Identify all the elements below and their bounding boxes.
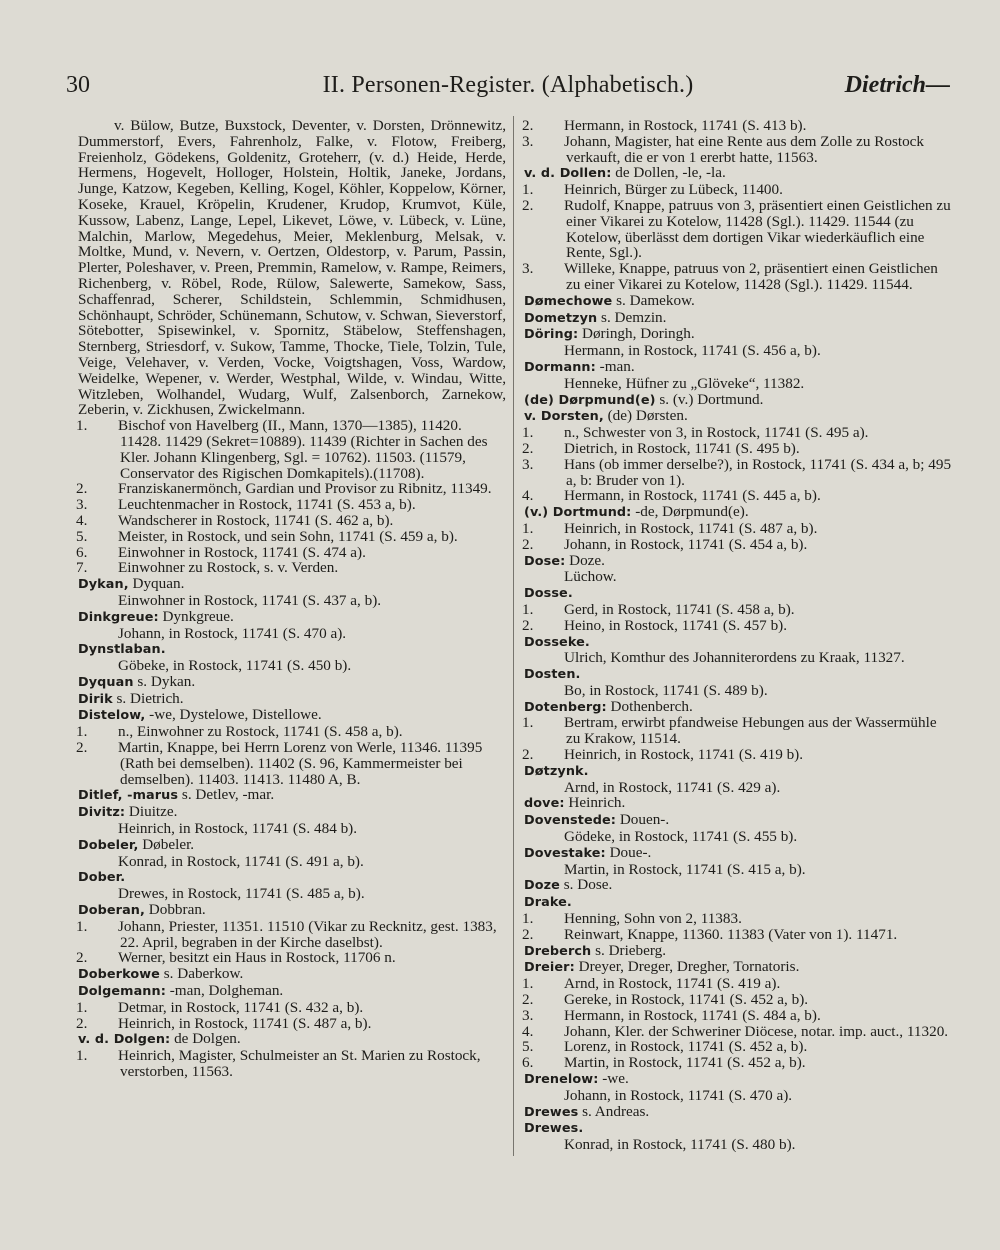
entry-variants: -man. bbox=[595, 357, 635, 375]
subentry-number: 6. bbox=[76, 543, 88, 561]
subentry-number: 2. bbox=[522, 616, 534, 634]
index-entry bbox=[78, 1031, 506, 1079]
subentry-text: Heinrich, in Rostock, 11741 (S. 487 a, b). bbox=[118, 1014, 372, 1032]
subentry-text: Franziskanermönch, Gardian und Provisor zu Ribnitz, 11349. bbox=[118, 480, 492, 498]
entry-variants: Douen-. bbox=[616, 811, 670, 829]
entry-detail: Martin, in Rostock, 11741 (S. 415 a, b). bbox=[564, 860, 806, 878]
subentry-number: 2. bbox=[76, 949, 88, 967]
entry-variants: -we, Dystelowe, Distellowe. bbox=[145, 706, 322, 724]
entry-heading-line bbox=[524, 1104, 954, 1121]
numbered-subentry bbox=[524, 927, 954, 943]
entry-variants: Dobbran. bbox=[144, 901, 206, 919]
subentry-number: 2. bbox=[522, 535, 534, 553]
subentry-number: 1. bbox=[76, 417, 88, 435]
entry-variants: s. Dietrich. bbox=[112, 689, 184, 707]
entry-variants: s. Daberkow. bbox=[159, 965, 244, 983]
subentry-number: 1. bbox=[522, 975, 534, 993]
entry-variants: Dothenberch. bbox=[606, 697, 693, 715]
subentry-number: 3. bbox=[522, 132, 534, 150]
entry-heading-line bbox=[524, 585, 954, 602]
subentry-number: 1. bbox=[76, 917, 88, 935]
subentry-text: Bertram, erwirbt pfandweise Hebungen aus der Wassermühle zu Krakow, 11514. bbox=[564, 714, 937, 748]
index-entry bbox=[78, 691, 506, 708]
numbered-subentry bbox=[524, 457, 954, 489]
entry-headword: Dynstlaban. bbox=[78, 642, 166, 658]
index-entry bbox=[524, 293, 954, 310]
entry-variants: Heinrich. bbox=[564, 794, 626, 812]
page-number: 30 bbox=[66, 72, 90, 98]
entry-variants: -man, Dolgheman. bbox=[165, 982, 284, 1000]
entry-headword: v. d. Dollen: bbox=[524, 166, 612, 182]
numbered-subentry bbox=[524, 618, 954, 634]
index-entry bbox=[524, 408, 954, 504]
numbered-subentry bbox=[78, 560, 506, 576]
subentry-text: Leuchtenmacher in Rostock, 11741 (S. 453 a, b). bbox=[118, 496, 416, 514]
entry-variants: Døbeler. bbox=[138, 835, 195, 853]
entry-detail: Bo, in Rostock, 11741 (S. 489 b). bbox=[564, 681, 768, 699]
entry-heading-line bbox=[78, 576, 506, 593]
index-entry bbox=[78, 674, 506, 691]
entry-variants: Døringh, Doringh. bbox=[578, 325, 695, 343]
subentry-number: 2. bbox=[522, 925, 534, 943]
entry-heading-line bbox=[524, 553, 954, 570]
entry-headword: Drewes bbox=[524, 1104, 579, 1120]
entry-heading-line bbox=[78, 869, 506, 886]
entry-heading-line bbox=[78, 707, 506, 724]
subentry-number: 5. bbox=[76, 527, 88, 545]
entry-heading-line bbox=[78, 641, 506, 658]
entry-headword: Dober. bbox=[78, 870, 126, 886]
subentry-number: 1. bbox=[522, 600, 534, 618]
index-entry bbox=[524, 894, 954, 942]
entry-detail: Lüchow. bbox=[564, 568, 617, 586]
entry-heading-line bbox=[524, 1120, 954, 1137]
subentry-number: 3. bbox=[522, 1006, 534, 1024]
subentry-text: Werner, besitzt ein Haus in Rostock, 11706 n. bbox=[118, 949, 396, 967]
entry-heading-line bbox=[78, 983, 506, 1000]
entry-variants: Dyquan. bbox=[128, 575, 185, 593]
numbered-subentry bbox=[524, 261, 954, 293]
entry-headword: Dosse. bbox=[524, 586, 573, 602]
entry-headword: Doberkowe bbox=[78, 967, 160, 983]
subentry-number: 1. bbox=[76, 723, 88, 741]
index-entry bbox=[78, 966, 506, 983]
entry-heading-line bbox=[78, 902, 506, 919]
numbered-subentry bbox=[524, 118, 954, 134]
numbered-subentry bbox=[78, 513, 506, 529]
entry-heading-line bbox=[78, 674, 506, 691]
subentry-text: Martin, Knappe, bei Herrn Lorenz von Werle, 11346. 11395 (Rath bei demselben). 11402 (S. 96, Kammermeister bei demselben). 11403. 11413. 11480 A, B. bbox=[118, 739, 483, 788]
entry-variants: s. Dose. bbox=[559, 876, 613, 894]
entry-headword: Dovestake: bbox=[524, 845, 606, 861]
subentry-number: 6. bbox=[522, 1054, 534, 1072]
entry-headword: Dobeler, bbox=[78, 837, 139, 853]
subentry-text: n., Schwester von 3, in Rostock, 11741 (S. 495 a). bbox=[564, 424, 869, 442]
subentry-text: Einwohner zu Rostock, s. v. Verden. bbox=[118, 559, 339, 577]
entry-headword: Dreberch bbox=[524, 943, 592, 959]
entry-heading-line bbox=[78, 1031, 506, 1048]
numbered-subentry bbox=[78, 740, 506, 787]
entry-variants: Diuitze. bbox=[125, 803, 178, 821]
subentry-number: 5. bbox=[522, 1038, 534, 1056]
numbered-subentry bbox=[78, 1016, 506, 1032]
subentry-number: 4. bbox=[522, 487, 534, 505]
entry-headword: Dosseke. bbox=[524, 634, 590, 650]
entry-heading-line bbox=[524, 165, 954, 182]
entry-detail: Heinrich, in Rostock, 11741 (S. 484 b). bbox=[118, 820, 358, 838]
entry-headword: (de) Dørpmund(e) bbox=[524, 392, 656, 408]
subentry-text: Johann, Kler. der Schweriner Diöcese, notar. imp. auct., 11320. bbox=[564, 1022, 949, 1040]
index-entry bbox=[524, 310, 954, 327]
index-entry bbox=[524, 553, 954, 586]
entry-headword: Dose: bbox=[524, 553, 566, 569]
numbered-subentry bbox=[524, 521, 954, 537]
numbered-subentry bbox=[524, 1024, 954, 1040]
numbered-subentry bbox=[524, 602, 954, 618]
index-entry bbox=[78, 983, 506, 1031]
subentry-number: 2. bbox=[522, 991, 534, 1009]
entry-headword: Dyquan bbox=[78, 674, 134, 690]
subentry-text: Johann, in Rostock, 11741 (S. 454 a, b). bbox=[564, 535, 808, 553]
subentry-text: Arnd, in Rostock, 11741 (S. 419 a). bbox=[564, 975, 781, 993]
entry-headword: Dømechowe bbox=[524, 293, 613, 309]
entry-headword: Divitz: bbox=[78, 805, 126, 821]
entry-headword: Drake. bbox=[524, 895, 572, 911]
entry-detail: Konrad, in Rostock, 11741 (S. 480 b). bbox=[564, 1136, 796, 1154]
subentry-text: n., Einwohner zu Rostock, 11741 (S. 458 a, b). bbox=[118, 723, 403, 741]
subentry-number: 2. bbox=[76, 480, 88, 498]
subentry-text: Reinwart, Knappe, 11360. 11383 (Vater von 1). 11471. bbox=[564, 925, 898, 943]
subentry-text: Heino, in Rostock, 11741 (S. 457 b). bbox=[564, 616, 788, 634]
numbered-subentry bbox=[524, 1055, 954, 1071]
numbered-subentry bbox=[78, 545, 506, 561]
index-entry bbox=[78, 787, 506, 804]
page-header bbox=[66, 72, 950, 108]
numbered-subentry bbox=[524, 715, 954, 747]
subentry-text: Gerd, in Rostock, 11741 (S. 458 a, b). bbox=[564, 600, 795, 618]
entry-variants: Doue-. bbox=[605, 843, 652, 861]
entry-headword: Dotenberg: bbox=[524, 699, 607, 715]
numbered-subentry bbox=[524, 537, 954, 553]
catchword: Dietrich— bbox=[844, 72, 950, 98]
entry-headword: Dovenstede: bbox=[524, 813, 617, 829]
entry-detail: Einwohner in Rostock, 11741 (S. 437 a, b). bbox=[118, 591, 382, 609]
entry-headword: Dosten. bbox=[524, 667, 581, 683]
entry-variants: de Dollen, -le, -la. bbox=[611, 164, 726, 182]
index-entry bbox=[524, 795, 954, 812]
entry-variants: Doze. bbox=[565, 551, 605, 569]
numbered-subentry bbox=[524, 182, 954, 198]
subentry-text: Wandscherer in Rostock, 11741 (S. 462 a, b). bbox=[118, 511, 394, 529]
entry-variants: s. Andreas. bbox=[578, 1102, 650, 1120]
entry-variants: Dreyer, Dreger, Dregher, Tornatoris. bbox=[574, 958, 800, 976]
index-entry bbox=[524, 634, 954, 667]
entry-detail: Drewes, in Rostock, 11741 (S. 485 a, b). bbox=[118, 885, 365, 903]
index-entry bbox=[524, 1104, 954, 1121]
numbered-subentry bbox=[524, 911, 954, 927]
numbered-subentry bbox=[78, 529, 506, 545]
entry-detail: Johann, in Rostock, 11741 (S. 470 a). bbox=[564, 1086, 793, 1104]
numbered-subentry bbox=[524, 747, 954, 763]
subentry-text: Martin, in Rostock, 11741 (S. 452 a, b). bbox=[564, 1054, 806, 1072]
index-entry bbox=[524, 504, 954, 552]
index-entry bbox=[78, 869, 506, 902]
index-entry bbox=[78, 707, 506, 787]
subentry-text: Detmar, in Rostock, 11741 (S. 432 a, b). bbox=[118, 998, 364, 1016]
entry-heading-line bbox=[524, 293, 954, 310]
subentry-number: 3. bbox=[522, 455, 534, 473]
entry-heading-line bbox=[78, 609, 506, 626]
entry-heading-line bbox=[524, 408, 954, 425]
subentry-text: Hans (ob immer derselbe?), in Rostock, 11741 (S. 434 a, b; 495 a, b: Bruder von 1). bbox=[564, 455, 952, 489]
entry-heading-line bbox=[78, 691, 506, 708]
subentry-text: Meister, in Rostock, und sein Sohn, 11741 (S. 459 a, b). bbox=[118, 527, 458, 545]
subentry-text: Rudolf, Knappe, patruus von 3, präsentiert einen Geistlichen zu einer Vikarei zu Kotelow, 11428 (Sgl.). 11429. 11544 (zu Kotelow, überlässt dem dortigen Vikar wiederkäuflich eine Rente, Sgl.). bbox=[564, 196, 951, 262]
numbered-subentry bbox=[78, 724, 506, 740]
subentry-number: 1. bbox=[76, 998, 88, 1016]
entry-heading-line bbox=[524, 845, 954, 862]
entry-heading-line bbox=[524, 877, 954, 894]
numbered-subentry bbox=[78, 950, 506, 966]
entry-headword: Dormann: bbox=[524, 359, 596, 375]
numbered-subentry bbox=[524, 134, 954, 166]
entry-heading-line bbox=[524, 666, 954, 683]
index-entry bbox=[524, 585, 954, 633]
entry-heading-line bbox=[524, 959, 954, 976]
subentry-number: 4. bbox=[522, 1022, 534, 1040]
entry-heading-line bbox=[524, 795, 954, 812]
subentry-number: 2. bbox=[522, 439, 534, 457]
entry-heading-line bbox=[524, 763, 954, 780]
index-entry bbox=[524, 359, 954, 392]
subentry-number: 1. bbox=[76, 1047, 88, 1065]
entry-headword: Drenelow: bbox=[524, 1072, 599, 1088]
subentry-text: Bischof von Havelberg (II., Mann, 1370—1385), 11420. 11428. 11429 (Sekret=10889). 11439 (Richter in Sachen des Kler. Johann Klingenberg, Sgl. = 10762). 11503. (11579, Conservator des Rigischen Domkapitels).(11708). bbox=[118, 417, 488, 482]
entry-variants: s. Detlev, -mar. bbox=[178, 786, 275, 804]
entry-heading-line bbox=[524, 699, 954, 716]
index-entry bbox=[78, 804, 506, 837]
entry-headword: Dinkgreue: bbox=[78, 609, 159, 625]
numbered-subentry bbox=[524, 488, 954, 504]
entry-headword: Dreier: bbox=[524, 960, 575, 976]
index-entry bbox=[524, 943, 954, 960]
subentry-text: Einwohner in Rostock, 11741 (S. 474 a). bbox=[118, 543, 366, 561]
entry-headword: Dirik bbox=[78, 691, 113, 707]
index-entry bbox=[78, 902, 506, 966]
subentry-number: 3. bbox=[76, 496, 88, 514]
entry-headword: dove: bbox=[524, 796, 565, 812]
entry-detail: Konrad, in Rostock, 11741 (S. 491 a, b). bbox=[118, 852, 364, 870]
subentry-number: 2. bbox=[522, 117, 534, 134]
numbered-subentry bbox=[78, 1048, 506, 1080]
left-column bbox=[78, 118, 506, 1080]
index-entry bbox=[524, 845, 954, 878]
subentry-number: 2. bbox=[522, 746, 534, 764]
subentry-text: Henning, Sohn von 2, 11383. bbox=[564, 910, 742, 928]
entry-headword: Doze bbox=[524, 878, 560, 894]
entry-variants: de Dolgen. bbox=[170, 1030, 241, 1048]
entry-headword: Dolgemann: bbox=[78, 984, 166, 1000]
entry-detail: Arnd, in Rostock, 11741 (S. 429 a). bbox=[564, 778, 781, 796]
running-head: II. Personen-Register. (Alphabetisch.) bbox=[322, 72, 694, 98]
subentry-text: Lorenz, in Rostock, 11741 (S. 452 a, b). bbox=[564, 1038, 808, 1056]
subentry-number: 1. bbox=[522, 424, 534, 442]
entry-variants: s. Dykan. bbox=[133, 672, 196, 690]
numbered-subentry bbox=[524, 1039, 954, 1055]
numbered-subentry bbox=[78, 1000, 506, 1016]
entry-headword: Ditlef, -marus bbox=[78, 788, 179, 804]
subentry-number: 1. bbox=[522, 714, 534, 732]
entry-detail: Henneke, Hüfner zu „Glöveke“, 11382. bbox=[564, 374, 805, 392]
numbered-subentry bbox=[524, 425, 954, 441]
subentry-text: Hermann, in Rostock, 11741 (S. 445 a, b). bbox=[564, 487, 821, 505]
column-rule bbox=[513, 116, 514, 1156]
index-entry bbox=[78, 576, 506, 609]
entry-heading-line bbox=[78, 966, 506, 983]
numbered-subentry bbox=[524, 441, 954, 457]
numbered-subentry bbox=[78, 497, 506, 513]
index-entry bbox=[524, 392, 954, 409]
subentry-text: Johann, Magister, hat eine Rente aus dem Zolle zu Rostock verkauft, die er von 1 ererbt hatte, 11563. bbox=[564, 132, 925, 166]
numbered-subentry bbox=[78, 418, 506, 481]
numbered-subentry bbox=[524, 198, 954, 261]
index-entry bbox=[524, 959, 954, 1071]
numbered-subentry bbox=[78, 481, 506, 497]
entry-variants: s. Demzin. bbox=[597, 308, 667, 326]
numbered-subentry bbox=[524, 992, 954, 1008]
entry-headword: v. Dorsten, bbox=[524, 409, 604, 425]
entry-headword: Drewes. bbox=[524, 1121, 584, 1137]
entry-heading-line bbox=[524, 310, 954, 327]
subentry-text: Dietrich, in Rostock, 11741 (S. 495 b). bbox=[564, 439, 800, 457]
entry-variants: -de, Dørpmund(e). bbox=[631, 503, 749, 521]
index-entry bbox=[524, 877, 954, 894]
entry-variants: Dynkgreue. bbox=[158, 607, 234, 625]
subentry-number: 2. bbox=[76, 739, 88, 757]
subentry-text: Heinrich, in Rostock, 11741 (S. 487 a, b). bbox=[564, 519, 818, 537]
subentry-number: 3. bbox=[522, 260, 534, 278]
entry-headword: Dometzyn bbox=[524, 310, 598, 326]
entry-heading-line bbox=[524, 326, 954, 343]
entry-headword: Döring: bbox=[524, 327, 579, 343]
subentry-text: Gereke, in Rostock, 11741 (S. 452 a, b). bbox=[564, 991, 809, 1009]
entry-heading-line bbox=[524, 1071, 954, 1088]
entry-heading-line bbox=[78, 804, 506, 821]
right-column bbox=[524, 118, 954, 1153]
subentry-text: Heinrich, Bürger zu Lübeck, 11400. bbox=[564, 181, 783, 199]
entry-variants: (de) Dørsten. bbox=[603, 407, 688, 425]
entry-heading-line bbox=[524, 504, 954, 521]
subentry-text: Hermann, in Rostock, 11741 (S. 484 a, b). bbox=[564, 1006, 821, 1024]
subentry-number: 2. bbox=[76, 1014, 88, 1032]
entry-headword: Distelow, bbox=[78, 708, 146, 724]
entry-heading-line bbox=[524, 894, 954, 911]
index-entry bbox=[524, 666, 954, 699]
entry-detail: Ulrich, Komthur des Johanniterordens zu Kraak, 11327. bbox=[564, 649, 905, 667]
entry-variants: s. Damekow. bbox=[612, 291, 695, 309]
entry-heading-line bbox=[524, 634, 954, 651]
entry-detail: Hermann, in Rostock, 11741 (S. 456 a, b). bbox=[564, 342, 821, 360]
subentry-number: 1. bbox=[522, 519, 534, 537]
subentry-text: Heinrich, in Rostock, 11741 (S. 419 b). bbox=[564, 746, 804, 764]
subentry-text: Hermann, in Rostock, 11741 (S. 413 b). bbox=[564, 117, 807, 134]
index-entry bbox=[78, 641, 506, 674]
index-entry bbox=[524, 1120, 954, 1153]
subentry-number: 1. bbox=[522, 181, 534, 199]
subentry-text: Johann, Priester, 11351. 11510 (Vikar zu Recknitz, gest. 1383, 22. April, begraben in der Kirche daselbst). bbox=[118, 917, 497, 951]
entry-headword: Doberan, bbox=[78, 903, 145, 919]
subentry-number: 4. bbox=[76, 511, 88, 529]
entry-heading-line bbox=[78, 787, 506, 804]
index-entry bbox=[78, 837, 506, 870]
entry-detail: Johann, in Rostock, 11741 (S. 470 a). bbox=[118, 624, 347, 642]
index-entry bbox=[78, 609, 506, 642]
index-entry bbox=[524, 326, 954, 359]
entry-detail: Göbeke, in Rostock, 11741 (S. 450 b). bbox=[118, 657, 352, 675]
entry-headword: (v.) Dortmund: bbox=[524, 505, 632, 521]
entry-headword: v. d. Dolgen: bbox=[78, 1032, 171, 1048]
entry-heading-line bbox=[78, 837, 506, 854]
subentry-number: 1. bbox=[522, 910, 534, 928]
entry-heading-line bbox=[524, 943, 954, 960]
entry-variants: -we. bbox=[598, 1070, 629, 1088]
index-entry bbox=[524, 1071, 954, 1104]
entry-headword: Dykan, bbox=[78, 577, 129, 593]
index-entry bbox=[524, 699, 954, 763]
index-entry bbox=[524, 165, 954, 292]
entry-heading-line bbox=[524, 392, 954, 409]
subentry-text: Willeke, Knappe, patruus von 2, präsentiert einen Geistlichen zu einer Vikarei zu Kotelow, 11428 (Sgl.). 11429. 11544. bbox=[564, 260, 938, 293]
index-entry bbox=[524, 763, 954, 796]
entry-heading-line bbox=[524, 359, 954, 376]
continuation-text: v. Bülow, Butze, Buxstock, Deventer, v. Dorsten, Drönnewitz, Dummerstorf, Evers, Fahrenholz, Falke, v. Flotow, Freiberg, Freienholz, Gödekens, Goldenitz, Groteherr, (v. d.) Heide, Herde, Hermens, Hogevelt, Holloger, Holstein, Holtik, Janeke, Jordans, Junge, Katzow, Kegeben, Kelling, Kogel, Köhler, Koppelow, Körner, Koseke, Krauel, Kröpelin, Krudener, Krudop, Krumvot, Küle, Kussow, Labenz, Lange, Lepel, Likevet, Löwe, v. Lübeck, v. Lüne, Malchin, Marlow, Megedehus, Meier, Meklenburg, Melsak, v. Moltke, Mund, v. Nevern, v. Oertzen, Oldestorp, v. Parum, Passin, Plerter, Poleshaver, v. Preen, Premmin, Ramelow, v. Rampe, Reimers, Richenberg, v. Röbel, Rode, Rülow, Salewerte, Samekow, Sass, Schaffenrad, Scherer, Schildstein, Schlemmin, Schmidhusen, Schönhaupt, Schröder, Schünemann, Schutow, v. Schwan, Sieverstorf, Sötebotter, Spisewinkel, v. Spornitz, Stäbelow, Steffenshagen, Sternberg, Striesdorf, v. Sukow, Tamme, Thocke, Tiele, Tolzin, Tule, Veige, Velehaver, v. Verden, Vocke, Voigtshagen, Voss, Wardow, Weidelke, Wepener, v. Werder, Westphal, Wilde, v. Windau, Witte, Witzleben, Wolhandel, Wudarg, Wulf, Zalsenborch, Zarnekow, Zeberin, v. Zickhusen, Zwickelmann. bbox=[78, 117, 506, 419]
numbered-subentry bbox=[78, 919, 506, 951]
entry-variants: s. Drieberg. bbox=[591, 941, 667, 959]
numbered-subentry bbox=[524, 976, 954, 992]
entry-headword: Døtzynk. bbox=[524, 763, 589, 779]
index-entry bbox=[524, 812, 954, 845]
entry-detail: Gödeke, in Rostock, 11741 (S. 455 b). bbox=[564, 828, 798, 846]
entry-variants: s. (v.) Dortmund. bbox=[655, 390, 764, 408]
subentry-number: 7. bbox=[76, 559, 88, 577]
entry-heading-line bbox=[524, 812, 954, 829]
numbered-subentry bbox=[524, 1008, 954, 1024]
subentry-number: 2. bbox=[522, 196, 534, 214]
subentry-text: Heinrich, Magister, Schulmeister an St. Marien zu Rostock, verstorben, 11563. bbox=[118, 1047, 481, 1081]
